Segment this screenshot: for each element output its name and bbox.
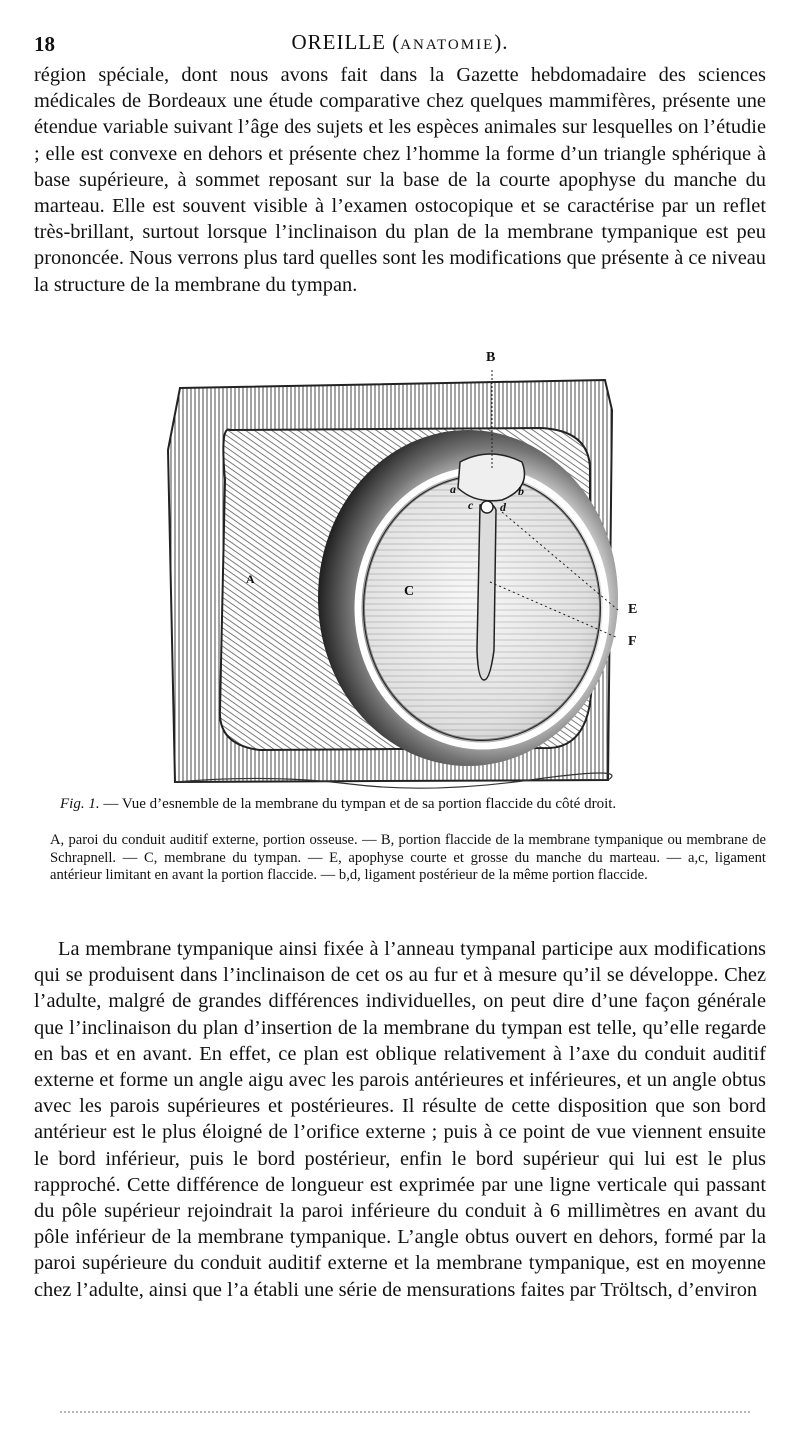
malleus-handle	[477, 503, 496, 680]
label-B: B	[486, 350, 496, 365]
caption-text: — Vue d’esnemble de la membrane du tympan et de sa portion flaccide du côté droit.	[103, 796, 617, 812]
label-c: c	[468, 498, 474, 512]
paragraph-2: La membrane tympanique ainsi fixée à l’anneau tympanal participe aux modifications qui se produisent dans l’inclinaison de cet os au fur et à mesure qu’il se développe. Chez l’adulte, malgré de grandes différences individuelles, on peut dire d’une façon générale que l’inclinaison du plan d’insertion de la membrane du tympan est telle, qu’elle regarde en bas et en avant. En effet, ce plan est oblique relativement à l’axe du conduit auditif externe et forme un angle aigu avec les parois antérieures et inférieures, et un angle obtus avec les parois supérieures et postérieures. Il résulte de cette disposition que son bord antérieur est le plus éloigné de l’orifice externe ; puis à ce point de vue viennent ensuite le bord inférieur, puis le bord postérieur, enfin le bord supérieur qui lui est le plus rapproché. Cette différence de longueur est exprimée par une ligne verticale qui passant du pôle supérieur rejoindrait la paroi inférieure du conduit à 6 millimètres en avant du pôle inférieur de la membrane tympanique. L’angle obtus ouvert en dehors, formé par la paroi supérieure du conduit auditif externe et la membrane tympanique, est en moyenne chez l’adulte, ainsi que l’a établi une série de mensurations faites par Tröltsch, d’environ	[34, 938, 766, 1301]
figure-legend: A, paroi du conduit auditif externe, portion osseuse. — B, portion flaccide de la membrane tympanique ou membrane de Schrapnell. — C, membrane du tympan. — E, apophyse courte et grosse du manche du marteau. — a,c, ligament antérieur limitant en avant la portion flaccide. — b,d, ligament postérieur de la même portion flaccide.	[50, 832, 766, 883]
footer-bleed	[60, 1411, 750, 1415]
figure-caption	[60, 796, 760, 813]
caption-prefix: Fig. 1.	[60, 796, 100, 812]
running-title-close: ).	[494, 30, 509, 54]
paragraph-1: région spéciale, dont nous avons fait dans la Gazette hebdomadaire des sciences médicales de Bordeaux une étude comparative chez quelques mammifères, présente une étendue variable suivant l’âge des sujets et les espèces animales sur lesquelles on l’étudie ; elle est convexe en dehors et présente chez l’homme la forme d’un triangle sphérique à base supérieure, à sommet reposant sur la base de la courte apophyse du manche du marteau. Elle est souvent visible à l’examen ostocopique et se caractérise par un reflet très-brillant, surtout lorsque l’inclinaison du plan de la membrane tympanique est peu prononcée. Nous verrons plus tard quelles sont les modifications que présente à ce niveau la structure de la membrane du tympan.	[34, 64, 766, 296]
page-number: 18	[34, 32, 55, 56]
tympanic-membrane-engraving	[150, 350, 670, 790]
label-C: C	[404, 584, 415, 599]
label-b: b	[518, 484, 524, 498]
label-a: a	[450, 482, 456, 496]
flaccid-portion	[458, 454, 525, 501]
running-title	[34, 30, 766, 55]
label-F: F	[628, 634, 637, 649]
running-title-sub: ANATOMIE	[400, 37, 495, 53]
short-process	[481, 501, 493, 513]
figure-tympanic-membrane	[150, 350, 670, 790]
label-A: A	[246, 572, 255, 586]
label-E: E	[628, 602, 638, 617]
label-d: d	[500, 500, 506, 514]
running-title-main: OREILLE (	[291, 30, 401, 54]
running-header	[34, 30, 766, 58]
